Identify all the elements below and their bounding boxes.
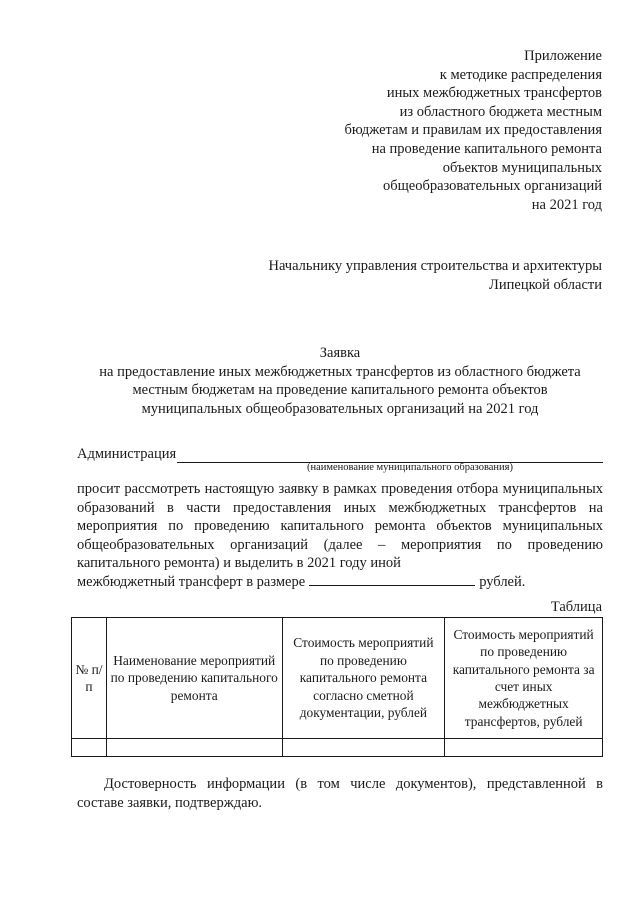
- appendix-line: бюджетам и правилам их предоставления: [344, 122, 602, 139]
- table-row: [72, 739, 603, 757]
- municipality-name-field[interactable]: [177, 447, 603, 463]
- appendix-line: к методике распределения: [439, 66, 602, 83]
- transfer-amount-line: [77, 573, 603, 592]
- table-cell[interactable]: [106, 739, 282, 757]
- request-text: просит рассмотреть настоящую заявку в рамках проведения отбора муниципальных образований в части предоставления иных межбюджетных трансфертов на мероприятия по проведению капитального ремонта объектов муниципальных общеобразовательных организаций (далее – мероприятия по проведению капитального ремонта) и выделить в 2021 году иной: [77, 481, 603, 572]
- header-transfer-cost: Стоимость мероприятий по проведению капитального ремонта за счет иных межбюджетных трансфертов, рублей: [445, 618, 603, 739]
- table-cell[interactable]: [445, 739, 603, 757]
- header-estimate-cost: Стоимость мероприятий по проведению капитального ремонта согласно сметной документации, рублей: [282, 618, 445, 739]
- request-body: [77, 480, 603, 592]
- addressee-block: [268, 257, 602, 294]
- confirmation-text: Достоверность информации (в том числе документов), представленной в составе заявки, подтверждаю.: [77, 776, 603, 811]
- addressee-line: Начальнику управления строительства и архитектуры: [268, 258, 602, 274]
- appendix-block: [344, 47, 602, 214]
- title-line: на предоставление иных межбюджетных трансфертов из областного бюджета: [99, 363, 581, 380]
- municipality-name-hint: (наименование муниципального образования): [306, 462, 513, 473]
- appendix-line: на 2021 год: [531, 196, 602, 213]
- administration-label: Администрация: [77, 446, 177, 462]
- header-activity-name: Наименование мероприятий по проведению капитального ремонта: [106, 618, 282, 739]
- activities-table: [71, 617, 603, 757]
- appendix-line: из областного бюджета местным: [399, 103, 602, 120]
- appendix-line: объектов муниципальных: [442, 159, 602, 176]
- transfer-amount-field[interactable]: [309, 573, 475, 586]
- table-cell[interactable]: [282, 739, 445, 757]
- appendix-line: Приложение: [524, 48, 602, 64]
- table-label: Таблица: [550, 599, 602, 615]
- confirmation-block: [77, 775, 603, 812]
- transfer-amount-suffix: рублей.: [479, 573, 526, 590]
- table-cell[interactable]: [72, 739, 107, 757]
- document-title: [60, 344, 620, 418]
- appendix-line: общеобразовательных организаций: [383, 178, 602, 195]
- addressee-line: Липецкой области: [489, 276, 602, 293]
- header-number: № п/п: [72, 618, 107, 739]
- administration-line: [77, 446, 603, 463]
- title-line: муниципальных общеобразовательных организаций на 2021 год: [141, 400, 539, 417]
- appendix-line: иных межбюджетных трансфертов: [386, 85, 602, 102]
- appendix-line: на проведение капитального ремонта: [371, 140, 602, 157]
- transfer-amount-prefix: межбюджетный трансферт в размере: [77, 573, 306, 590]
- title-heading: Заявка: [319, 345, 361, 361]
- title-line: местным бюджетам на проведение капитального ремонта объектов: [132, 382, 548, 399]
- table-header-row: [72, 618, 603, 739]
